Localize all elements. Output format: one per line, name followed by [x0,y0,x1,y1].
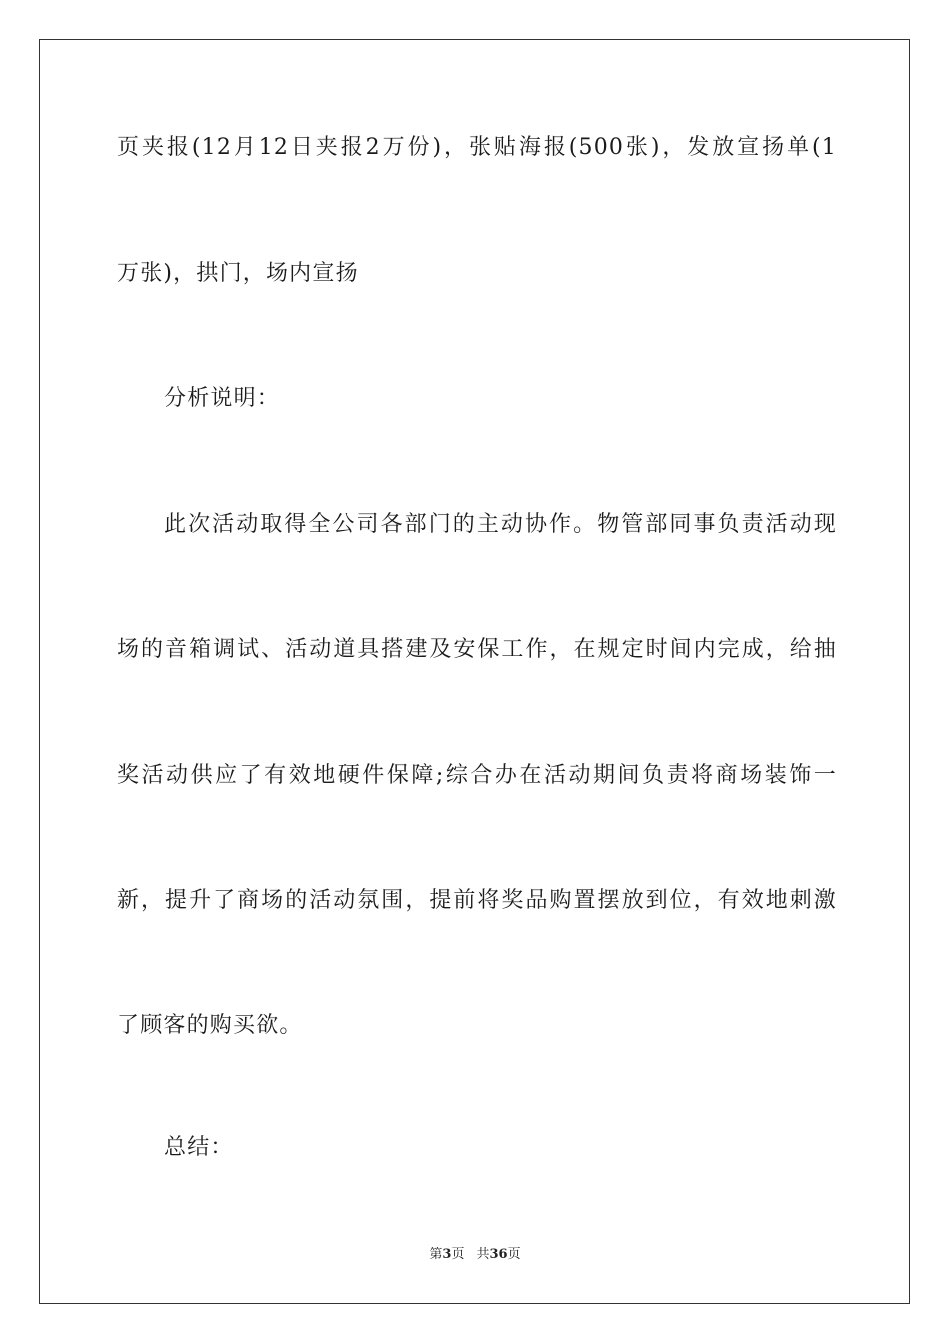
footer-page-prefix: 第 [429,1247,443,1262]
footer-page-current: 3 [442,1247,452,1262]
body-line-5: 奖活动供应了有效地硬件保障;综合办在活动期间负责将商场装饰一 [117,763,837,788]
footer-total-prefix: 共 [476,1247,490,1262]
page-footer [0,1246,950,1264]
footer-page-suffix: 页 [451,1247,465,1262]
body-line-4: 场的音箱调试、活动道具搭建及安保工作，在规定时间内完成，给抽 [117,637,837,662]
body-line-2: 万张)，拱门，场内宣扬 [117,261,359,286]
body-line-3: 此次活动取得全公司各部门的主动协作。物管部同事负责活动现 [164,512,837,537]
body-line-7: 了顾客的购买欲。 [117,1013,303,1038]
section-heading-summary: 总结： [164,1135,234,1160]
footer-total-suffix: 页 [507,1247,521,1262]
page-border [39,39,910,1304]
footer-page-total: 36 [489,1247,508,1262]
body-line-1: 页夹报(12月12日夹报2万份)，张贴海报(500张)，发放宣扬单(1 [117,135,837,160]
section-heading-analysis: 分析说明： [164,386,281,411]
body-line-6: 新，提升了商场的活动氛围，提前将奖品购置摆放到位，有效地刺激 [117,888,837,913]
